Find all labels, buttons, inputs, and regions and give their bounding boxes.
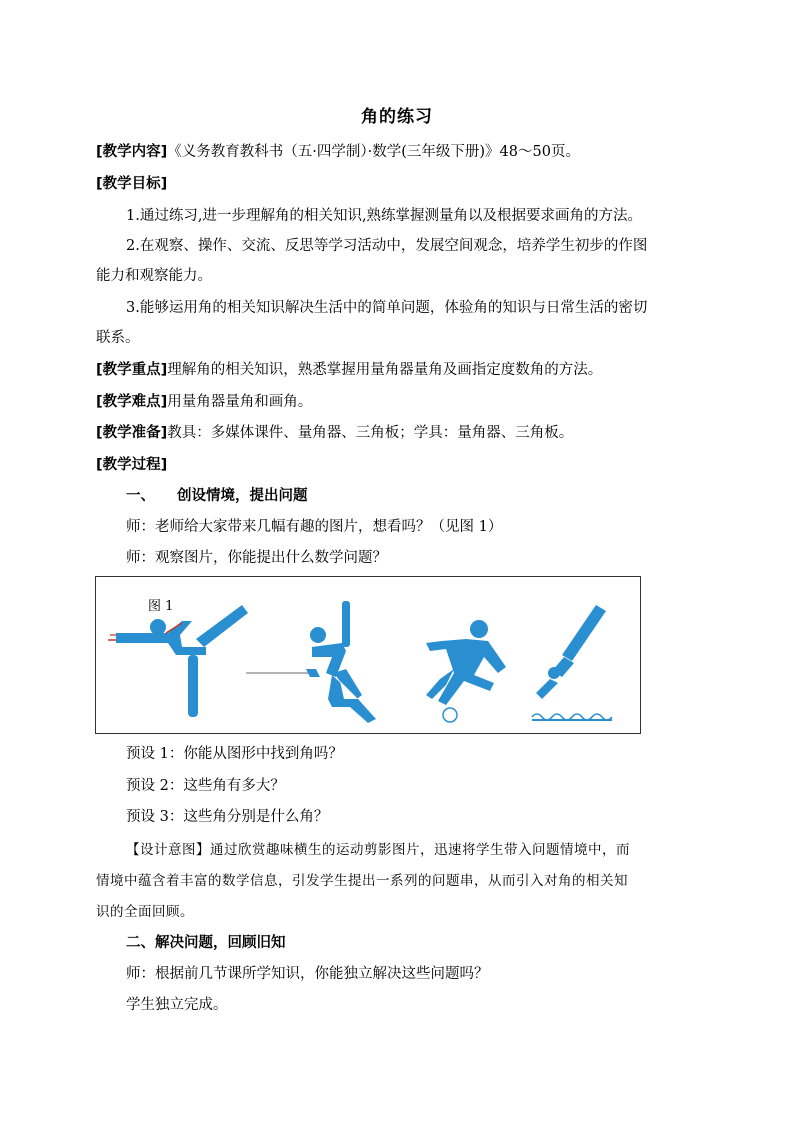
goal-line-4: 3.能够运用角的相关知识解决生活中的简单问题，体验角的知识与日常生活的密切 xyxy=(126,300,648,316)
dialog-line-4: 学生独立完成。 xyxy=(126,997,228,1013)
design-intent-line-1: 【设计意图】通过欣赏趣味横生的运动剪影图片，迅速将学生带入问题情境中，而 xyxy=(126,842,630,858)
key-points-label: [教学重点] xyxy=(96,362,168,378)
content-label: [教学内容] xyxy=(96,144,168,160)
difficulty-label: [教学难点] xyxy=(96,394,168,410)
preset-line-2: 预设 2：这些角有多大？ xyxy=(126,778,285,794)
goals-label: [教学目标] xyxy=(96,176,168,192)
sports-silhouettes xyxy=(96,577,642,735)
diver-silhouette xyxy=(532,605,612,721)
design-intent-line-2: 情境中蕴含着丰富的数学信息，引发学生提出一系列的问题串，从而引入对角的相关知 xyxy=(96,873,628,889)
difficulty-line xyxy=(96,392,702,412)
soccer-silhouette xyxy=(426,620,506,722)
preset-line-1: 预设 1：你能从图形中找到角吗？ xyxy=(126,746,343,762)
goal-line-5: 联系。 xyxy=(96,330,140,346)
fencer-silhouette xyxy=(246,601,376,723)
key-points-text: 理解角的相关知识，熟悉掌握用量角器量角及画指定度数角的方法。 xyxy=(167,362,603,378)
process-label: [教学过程] xyxy=(96,457,168,473)
section1-heading xyxy=(126,486,702,506)
content-text: 《义务教育教科书（五·四学制）·数学(三年级下册)》48～50页。 xyxy=(167,144,580,160)
gymnast-silhouette xyxy=(108,605,248,717)
dialog-line-2: 师：观察图片，你能提出什么数学问题？ xyxy=(126,550,387,566)
goal-line-2: 2.在观察、操作、交流、反思等学习活动中，发展空间观念，培养学生初步的作图 xyxy=(126,238,648,254)
key-points-line xyxy=(96,360,702,380)
figure-label: 图 1 xyxy=(148,599,174,614)
page-title: 角的练习 xyxy=(361,107,433,127)
section2-heading: 二、解决问题，回顾旧知 xyxy=(126,935,286,951)
difficulty-text: 用量角器量角和画角。 xyxy=(167,394,313,410)
dialog-line-3: 师：根据前几节课所学知识，你能独立解决这些问题吗？ xyxy=(126,966,489,982)
preparation-label: [教学准备] xyxy=(96,425,168,441)
preparation-text: 教具：多媒体课件、量角器、三角板；学具：量角器、三角板。 xyxy=(167,425,574,441)
section1-title: 创设情境，提出问题 xyxy=(177,488,308,504)
goal-line-1: 1.通过练习,进一步理解角的相关知识,熟练掌握测量角以及根据要求画角的方法。 xyxy=(126,208,643,224)
design-intent-line-3: 识的全面回顾。 xyxy=(96,904,194,920)
preset-line-3: 预设 3：这些角分别是什么角？ xyxy=(126,809,329,825)
dialog-line-1: 师：老师给大家带来几幅有趣的图片，想看吗？（见图 1） xyxy=(126,519,503,535)
figure-1 xyxy=(95,576,641,734)
content-line xyxy=(96,142,702,162)
section1-number: 一、 xyxy=(126,488,155,504)
preparation-line xyxy=(96,423,702,443)
goal-line-3: 能力和观察能力。 xyxy=(96,268,212,284)
